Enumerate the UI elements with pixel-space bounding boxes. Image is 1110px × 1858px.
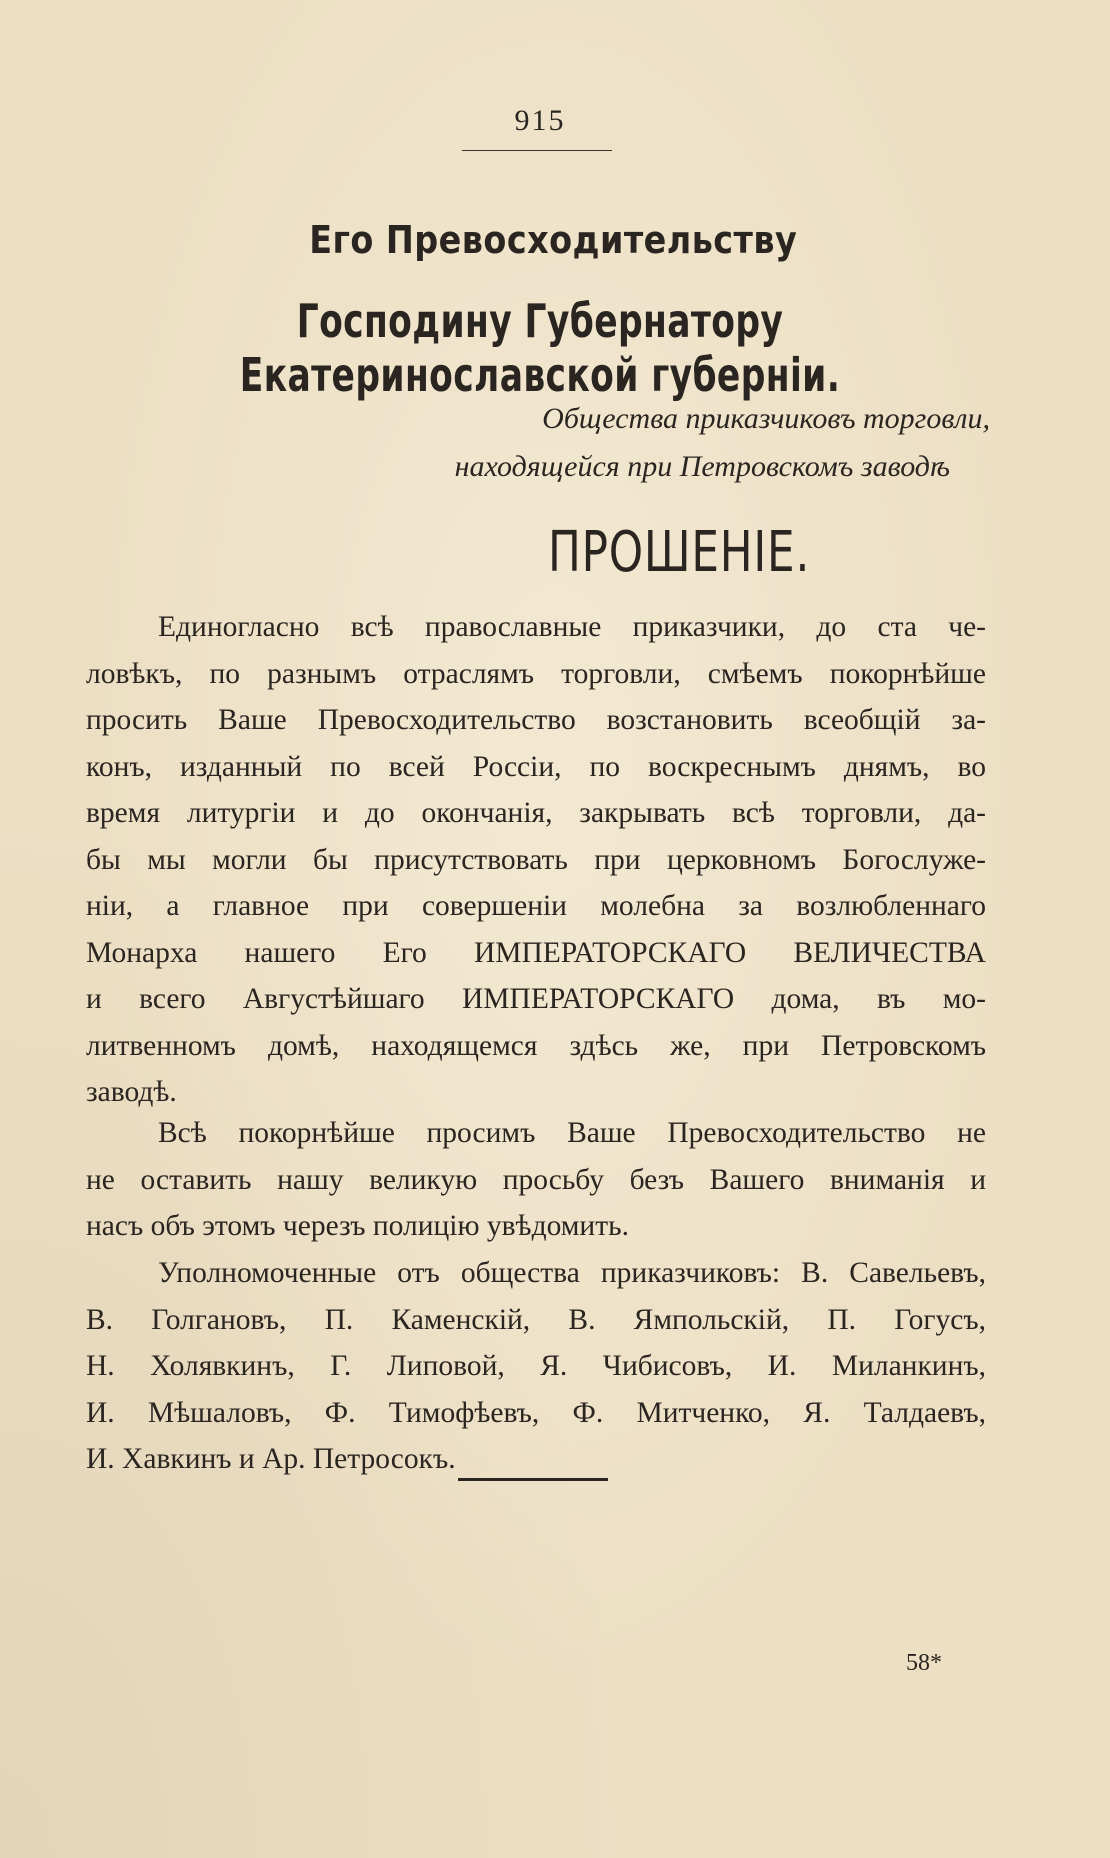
addressee-line-2: Господину Губернатору Екатеринославской губерніи. (239, 294, 841, 402)
paragraph-1 (86, 604, 986, 1116)
paragraph-3-signatories (86, 1250, 986, 1483)
paragraph-line: не оставить нашу великую просьбу безъ Вашего вниманія и (86, 1163, 986, 1196)
from-line-1: Общества приказчиковъ торговли, (542, 402, 990, 435)
paragraph-line: Монарха нашего Его ИМПЕРАТОРСКАГО ВЕЛИЧЕСТВА (86, 936, 986, 969)
paragraph-line: заводѣ. (86, 1076, 177, 1108)
page-number: 915 (514, 104, 566, 137)
paragraph-line: и всего Августѣйшаго ИМПЕРАТОРСКАГО дома, въ мо- (86, 983, 986, 1015)
paragraph-2 (86, 1110, 986, 1250)
paragraph-line: литвенномъ домѣ, находящемся здѣсь же, при Петровскомъ (86, 1029, 986, 1062)
paragraph-line: бы мы могли бы присутствовать при церковномъ Богослуже- (86, 843, 986, 876)
paragraph-line: Н. Холявкинъ, Г. Липовой, Я. Чибисовъ, И. Миланкинъ, (86, 1350, 986, 1382)
paragraph-line: И. Мѣшаловъ, Ф. Тимофѣевъ, Ф. Митченко, Я. Талдаевъ, (86, 1396, 986, 1429)
paragraph-line: конъ, изданный по всей Россіи, по воскреснымъ днямъ, во (86, 750, 986, 783)
paragraph-line: И. Хавкинъ и Ар. Петросокъ. (86, 1443, 456, 1475)
closing-rule (458, 1478, 608, 1481)
paragraph-line: ловѣкъ, по разнымъ отраслямъ торговли, смѣемъ покорнѣйше (86, 657, 986, 690)
paragraph-line: насъ объ этомъ черезъ полицію увѣдомить. (86, 1210, 629, 1242)
paragraph-line: просить Ваше Превосходительство возстановить всеобщій за- (86, 704, 986, 736)
from-line-2: находящейся при Петровскомъ заводѣ (454, 450, 950, 483)
petition-title: ПРОШЕНІЕ. (548, 520, 811, 585)
paragraph-line: Всѣ покорнѣйше просимъ Ваше Превосходительство не (158, 1117, 986, 1149)
paragraph-line: Единогласно всѣ православные приказчики, до ста че- (158, 611, 986, 643)
paragraph-line: время литургіи и до окончанія, закрывать всѣ торговли, да- (86, 797, 986, 829)
paragraph-line: ніи, а главное при совершеніи молебна за возлюбленнаго (86, 890, 986, 922)
paragraph-line: Уполномоченные отъ общества приказчиковъ: В. Савельевъ, (158, 1257, 986, 1289)
paragraph-line: В. Голгановъ, П. Каменскій, В. Ямпольскій, П. Гогусъ, (86, 1303, 986, 1336)
addressee-line-1: Его Превосходительству (309, 218, 798, 262)
page-number-rule (462, 150, 612, 151)
signature-mark: 58* (906, 1650, 942, 1676)
